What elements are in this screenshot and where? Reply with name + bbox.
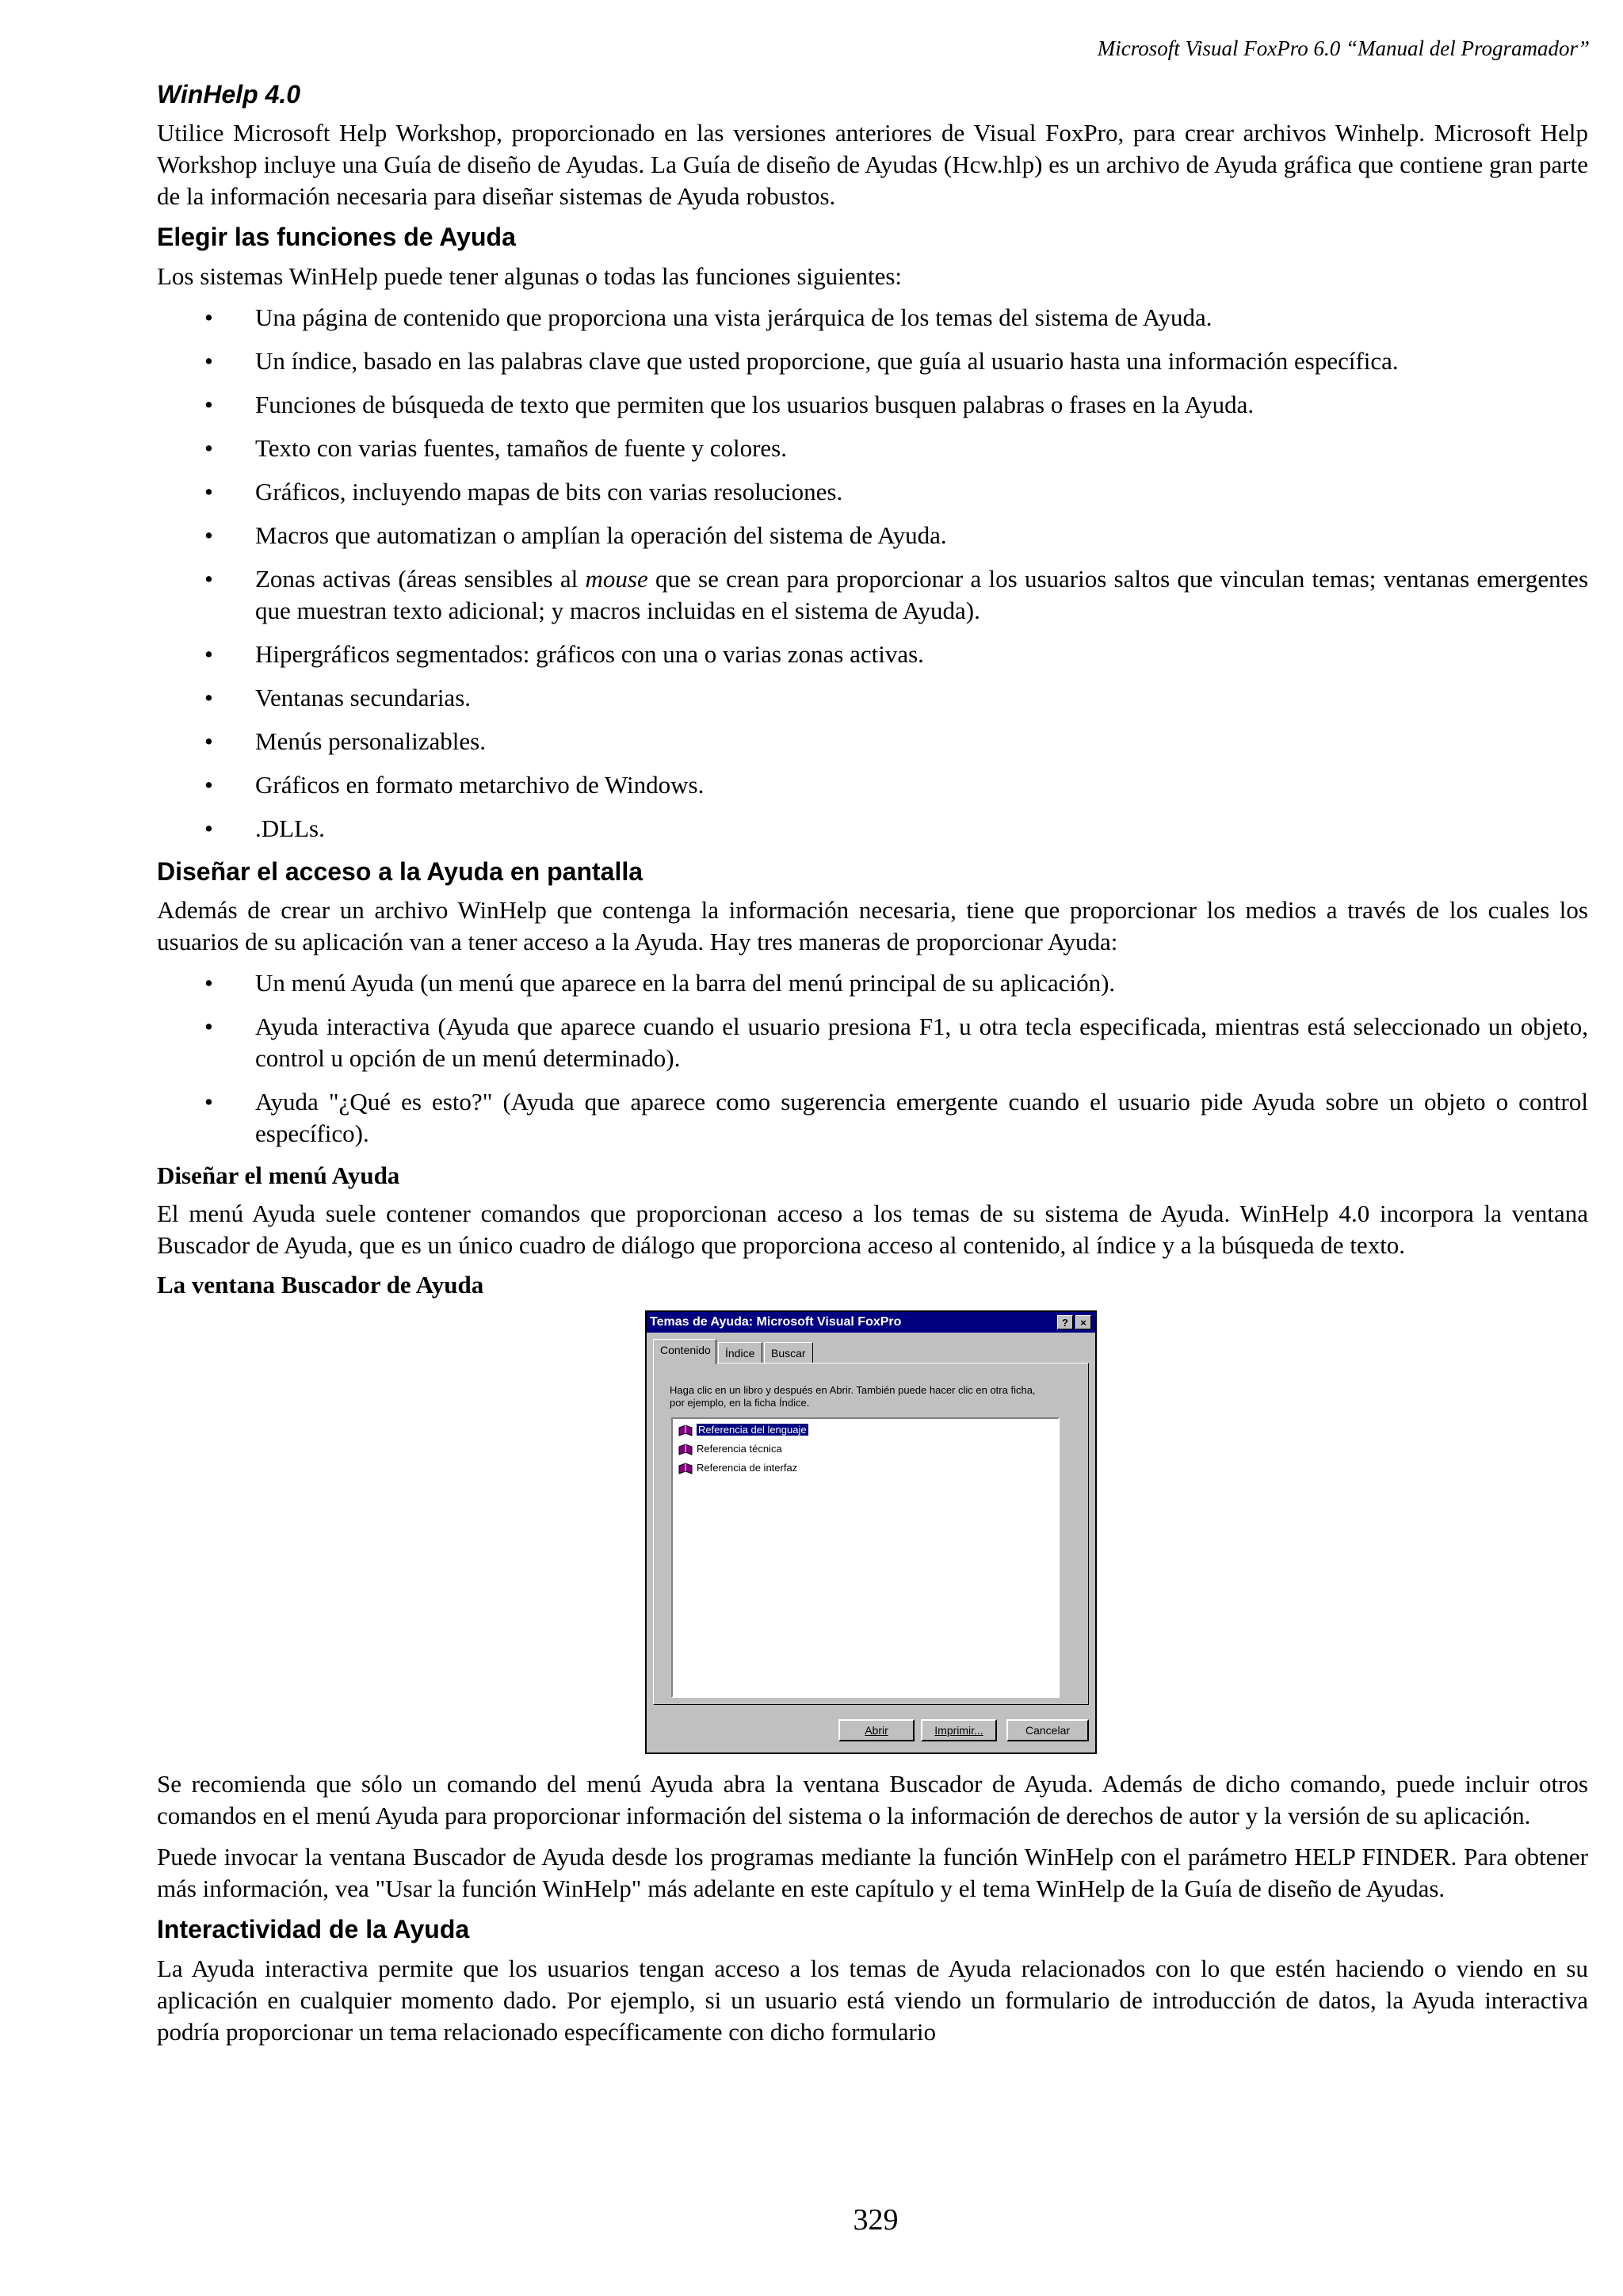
list-item: • Ventanas secundarias. <box>204 683 472 711</box>
list-item: • Gráficos, incluyendo mapas de bits con varias resoluciones. <box>204 477 843 505</box>
paragraph-menu-ayuda: El menú Ayuda suele contener comandos que proporcionan acceso a los temas de su sistema de Ayuda. WinHelp 4.0 incorpora la ventana Buscador de Ayuda, que es un único cuadro de diálogo que proporciona acceso al contenido, al índice y a la búsqueda de texto. <box>157 1199 1588 1260</box>
tab-indice[interactable]: Índice <box>718 1342 762 1363</box>
tree-item-lenguaje[interactable]: Referencia del lenguaje <box>678 1422 808 1438</box>
help-icon[interactable]: ? <box>1057 1315 1073 1329</box>
list-funciones <box>157 302 1588 845</box>
list-item: • Zonas activas (áreas sensibles al mouse que se crean para proporcionar a los usuarios saltos que vinculan temas; ventanas emergentes que muestran texto adicional; y macros incluidas en el sistema de Ayuda). <box>204 564 1589 624</box>
contents-tree[interactable] <box>671 1417 1060 1698</box>
tab-contenido[interactable]: Contenido <box>653 1339 716 1364</box>
paragraph-disenar-acceso: Además de crear un archivo WinHelp que contenga la información necesaria, tiene que proporcionar los medios a través de los cuales los usuarios de su aplicación van a tener acceso a la Ayuda. Hay tres maneras de proporcionar Ayuda: <box>157 896 1588 956</box>
list-item: • Ayuda "¿Qué es esto?" (Ayuda que aparece como sugerencia emergente cuando el usuario pide Ayuda sobre un objeto o control específico). <box>204 1088 1588 1148</box>
figure-help-finder <box>645 1310 1097 1754</box>
help-finder-dialog <box>645 1310 1097 1754</box>
tree-item-tecnica[interactable]: Referencia técnica <box>678 1441 782 1457</box>
book-icon <box>678 1463 693 1475</box>
tab-buscar[interactable]: Buscar <box>764 1342 813 1363</box>
list-item: • Hipergráficos segmentados: gráficos con una o varias zonas activas. <box>204 639 924 668</box>
heading-buscador: La ventana Buscador de Ayuda <box>157 1271 484 1299</box>
list-item: • Un índice, basado en las palabras clave que usted proporcione, que guía al usuario hasta una información específica. <box>204 346 1399 375</box>
heading-disenar-acceso: Diseñar el acceso a la Ayuda en pantalla <box>157 856 643 886</box>
cancel-button[interactable]: Cancelar <box>1006 1719 1089 1741</box>
paragraph-elegir-intro: Los sistemas WinHelp puede tener algunas o todas las funciones siguientes: <box>157 261 903 290</box>
list-item: • Texto con varias fuentes, tamaños de fuente y colores. <box>204 433 787 462</box>
heading-menu-ayuda: Diseñar el menú Ayuda <box>157 1161 400 1190</box>
list-item: • Ayuda interactiva (Ayuda que aparece cuando el usuario presiona F1, u otra tecla especificada, mientras está seleccionado un objeto, control u opción de un menú determinado). <box>204 1013 1588 1073</box>
close-icon[interactable]: × <box>1075 1315 1091 1329</box>
print-button[interactable]: Imprimir... <box>921 1719 997 1741</box>
list-item: • Macros que automatizan o amplían la operación del sistema de Ayuda. <box>204 521 947 549</box>
list-item: • Una página de contenido que proporciona una vista jerárquica de los temas del sistema de Ayuda. <box>204 303 1212 331</box>
paragraph-buscador-1: Se recomienda que sólo un comando del menú Ayuda abra la ventana Buscador de Ayuda. Además de dicho comando, puede incluir otros comandos en el menú Ayuda para proporcionar información del sistema o la información de derechos de autor y la versión de su aplicación. <box>157 1770 1588 1830</box>
tree-item-interfaz[interactable]: Referencia de interfaz <box>678 1460 797 1476</box>
list-item: • Menús personalizables. <box>204 727 486 755</box>
contents-panel <box>653 1363 1089 1705</box>
page-content <box>157 76 1588 2058</box>
heading-winhelp: WinHelp 4.0 <box>157 80 301 109</box>
list-item: • Un menú Ayuda (un menú que aparece en la barra del menú principal de su aplicación). <box>204 969 1116 997</box>
book-icon <box>678 1444 693 1456</box>
list-item: • Gráficos en formato metarchivo de Windows. <box>204 770 705 799</box>
running-header: Microsoft Visual FoxPro 6.0 “Manual del Programador” <box>1097 36 1590 60</box>
heading-interactividad: Interactividad de la Ayuda <box>157 1915 470 1944</box>
list-item: • Funciones de búsqueda de texto que permiten que los usuarios busquen palabras o frases en la Ayuda. <box>204 390 1254 418</box>
dialog-title-bar[interactable] <box>647 1312 1095 1333</box>
instructions-text: Haga clic en un libro y después en Abrir. También puede hacer clic en otra ficha, por ejemplo, en la ficha Índice. <box>670 1384 1036 1409</box>
paragraph-interactividad: La Ayuda interactiva permite que los usuarios tengan acceso a los temas de Ayuda relacionados con lo que estén haciendo o viendo en su aplicación en cualquier momento dado. Por ejemplo, si un usuario está viendo un formulario de introducción de datos, la Ayuda interactiva podría proporcionar un tema relacionado específicamente con dicho formulario <box>157 1954 1588 2046</box>
open-button[interactable]: Abrir <box>838 1719 915 1741</box>
book-icon <box>678 1425 693 1437</box>
paragraph-buscador-2: Puede invocar la ventana Buscador de Ayuda desde los programas mediante la función WinHelp con el parámetro HELP FINDER. Para obtener más información, vea "Usar la función WinHelp" más adelante en este capítulo y el tema WinHelp de la Guía de diseño de Ayudas. <box>157 1843 1588 1903</box>
list-maneras <box>157 967 1588 1150</box>
dialog-title: Temas de Ayuda: Microsoft Visual FoxPro <box>650 1315 902 1329</box>
page-number: 329 <box>853 2203 899 2237</box>
paragraph-winhelp: Utilice Microsoft Help Workshop, proporcionado en las versiones anteriores de Visual FoxPro, para crear archivos Winhelp. Microsoft Help Workshop incluye una Guía de diseño de Ayudas. La Guía de diseño de Ayudas (Hcw.hlp) es un archivo de Ayuda gráfica que contiene gran parte de la información necesaria para diseñar sistemas de Ayuda robustos. <box>157 119 1588 211</box>
list-item: • .DLLs. <box>204 814 325 842</box>
heading-elegir: Elegir las funciones de Ayuda <box>157 223 516 252</box>
